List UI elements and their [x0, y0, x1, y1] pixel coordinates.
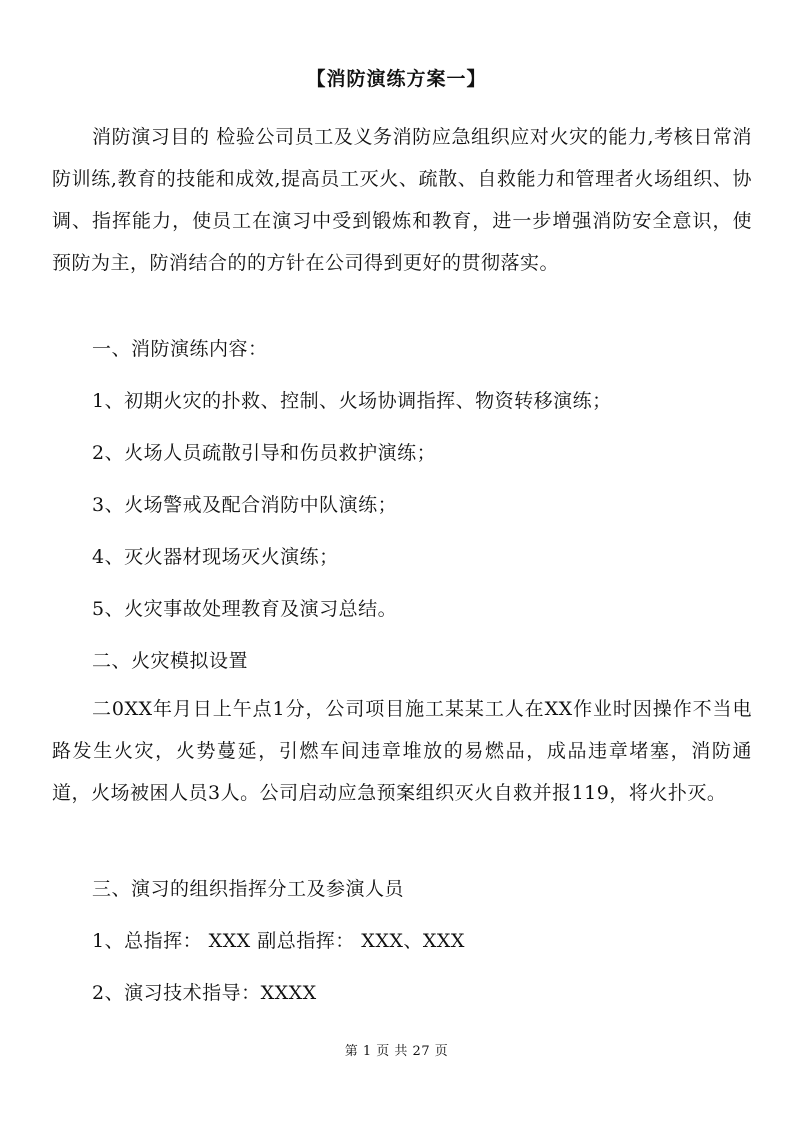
section1-item-4: 4、灭火器材现场灭火演练；	[92, 546, 339, 568]
section1-item-1: 1、初期火灾的扑救、控制、火场协调指挥、物资转移演练；	[92, 390, 612, 412]
intro-paragraph: 消防演习目的 检验公司员工及义务消防应急组织应对火灾的能力,考核日常消防训练,教育的技能和成效,提高员工灭火、疏散、自救能力和管理者火场组织、协调、指挥能力，使员工在演习中受到锻炼和教育，进一步增强消防安全意识，使预防为主，防消结合的的方针在公司得到更好的贯彻落实。	[52, 126, 752, 274]
section3-item-1: 1、总指挥： XXX 副总指挥： XXX、XXX	[92, 930, 465, 952]
section1-heading: 一、消防演练内容：	[92, 338, 268, 360]
section2-body: 二0XX年月日上午点1分，公司项目施工某某工人在XX作业时因操作不当电路发生火灾，火势蔓延，引燃车间违章堆放的易燃品，成品违章堵塞，消防通道，火场被困人员3人。公司启动应急预案组织灭火自救并报119，将火扑灭。	[52, 698, 752, 804]
section3-item-2: 2、演习技术指导：XXXX	[92, 982, 317, 1004]
section1-item-5: 5、火灾事故处理教育及演习总结。	[92, 598, 398, 620]
page-number-footer: 第 1 页 共 27 页	[344, 1044, 449, 1059]
section2-heading: 二、火灾模拟设置	[92, 650, 249, 672]
document-title: 【消防演练方案一】	[306, 68, 487, 90]
section3-heading: 三、演习的组织指挥分工及参演人员	[92, 878, 405, 900]
section1-item-3: 3、火场警戒及配合消防中队演练；	[92, 494, 398, 516]
section1-item-2: 2、火场人员疏散引导和伤员救护演练；	[92, 442, 437, 464]
